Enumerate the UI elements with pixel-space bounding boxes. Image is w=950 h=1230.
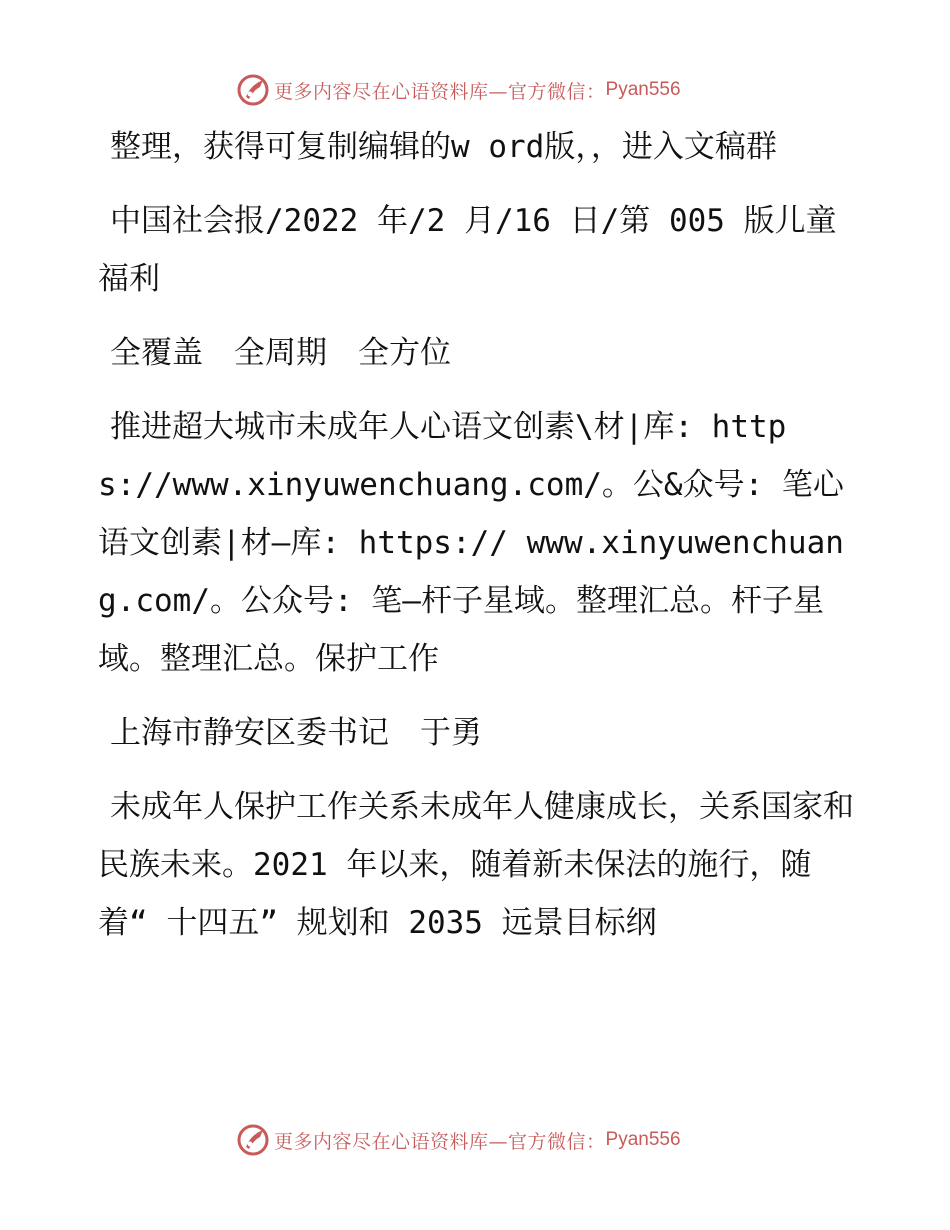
- header-banner-wechat-id: Pyan556: [605, 79, 681, 100]
- document-body: [98, 118, 858, 968]
- header-watermark-banner: [236, 72, 681, 108]
- footer-banner-text: 更多内容尽在心语资料库—官方微信：: [274, 1130, 606, 1153]
- header-banner-text: 更多内容尽在心语资料库—官方微信：: [274, 80, 606, 103]
- brand-logo-icon: [236, 1123, 270, 1157]
- paragraph-content: 未成年人保护工作关系未成年人健康成长，关系国家和民族未来。2021 年以来，随着新未保法的施行，随着“ 十四五” 规划和 2035 远景目标纲: [98, 789, 854, 941]
- paragraph-headline: 全覆盖 全周期 全方位: [110, 335, 451, 371]
- paragraph-intro: 整理，获得可复制编辑的w ord版，，进入文稿群: [110, 129, 777, 165]
- footer-watermark-banner: [236, 1122, 681, 1158]
- footer-banner-wechat-id: Pyan556: [605, 1129, 681, 1150]
- paragraph-author: 上海市静安区委书记 于勇: [110, 715, 482, 751]
- paragraph-subheadline: 推进超大城市未成年人心语文创素\材|库: https://www.xinyuwenchuang.com/。公&众号: 笔心语文创素|材—库: https:// www.xinyuwenchuang.com/。公众号: 笔—杆子星域。整理汇总。杆子星域。整理汇总。保护工作: [98, 409, 844, 677]
- paragraph-source: 中国社会报/2022 年/2 月/16 日/第 005 版儿童福利: [98, 203, 837, 297]
- brand-logo-icon: [236, 73, 270, 107]
